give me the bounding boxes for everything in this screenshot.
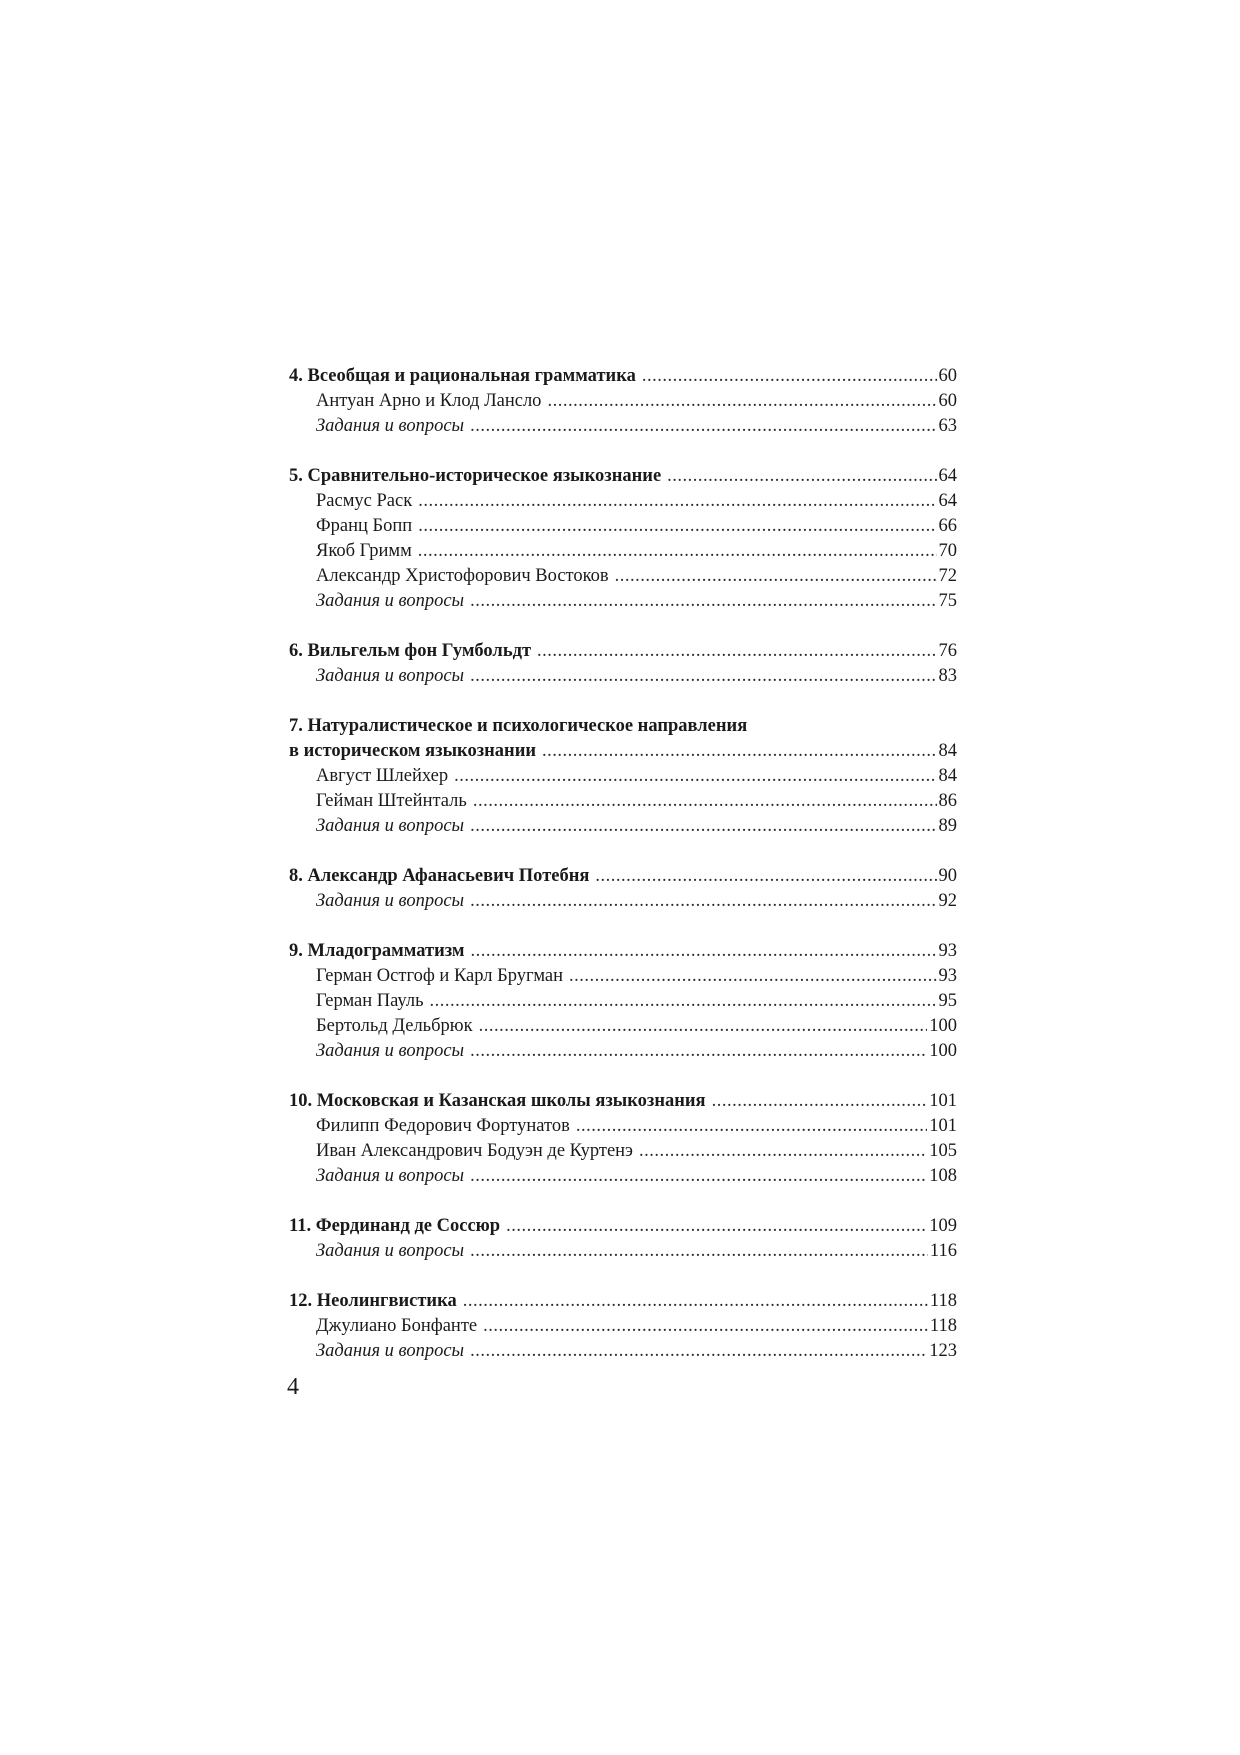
toc-section [289, 1289, 957, 1364]
section-heading[interactable] [289, 364, 957, 389]
dot-leader [547, 389, 936, 414]
entry-title: Александр Христофорович Востоков [316, 566, 609, 586]
entry-title: Август Шлейхер [316, 766, 449, 786]
toc-entry-exercises[interactable] [289, 1039, 957, 1064]
toc-entry[interactable] [289, 489, 957, 514]
dot-leader [479, 1014, 928, 1039]
toc-section [289, 639, 957, 689]
dot-leader [470, 1339, 927, 1364]
section-heading[interactable] [289, 939, 957, 964]
entry-title: Задания и вопросы [316, 1241, 465, 1261]
toc-entry[interactable] [289, 514, 957, 539]
page-ref: 116 [929, 1241, 957, 1261]
toc-entry[interactable] [289, 764, 957, 789]
table-of-contents [289, 364, 957, 1389]
dot-leader [473, 789, 937, 814]
dot-leader [542, 739, 936, 764]
toc-entry[interactable] [289, 539, 957, 564]
page-ref: 118 [929, 1316, 957, 1336]
section-title: 5. Сравнительно-историческое языкознание [289, 466, 662, 486]
toc-section [289, 1214, 957, 1264]
dot-leader [470, 889, 936, 914]
dot-leader [483, 1314, 928, 1339]
page-ref: 92 [938, 891, 957, 911]
entry-title: Бертольд Дельбрюк [316, 1016, 473, 1036]
page-ref: 70 [938, 541, 957, 561]
entry-title: Герман Пауль [316, 991, 424, 1011]
toc-entry-exercises[interactable] [289, 814, 957, 839]
toc-entry[interactable] [289, 964, 957, 989]
page-ref: 75 [938, 591, 957, 611]
page-ref: 64 [938, 491, 957, 511]
page-number: 4 [287, 1374, 299, 1400]
entry-title: Задания и вопросы [316, 816, 465, 836]
section-heading[interactable] [289, 639, 957, 664]
dot-leader [642, 364, 937, 389]
toc-entry-exercises[interactable] [289, 414, 957, 439]
toc-entry[interactable] [289, 1014, 957, 1039]
toc-section [289, 714, 957, 839]
toc-entry[interactable] [289, 389, 957, 414]
entry-title: Задания и вопросы [316, 1041, 465, 1061]
dot-leader [470, 814, 936, 839]
page-ref: 84 [938, 741, 957, 761]
entry-title: Задания и вопросы [316, 591, 465, 611]
toc-entry[interactable] [289, 564, 957, 589]
toc-entry[interactable] [289, 789, 957, 814]
dot-leader [576, 1114, 927, 1139]
section-title: 6. Вильгельм фон Гумбольдт [289, 641, 532, 661]
page-ref: 101 [929, 1116, 957, 1136]
entry-title: Расмус Раск [316, 491, 413, 511]
section-title: 9. Младограмматизм [289, 941, 465, 961]
section-title: 8. Александр Афанасьевич Потебня [289, 866, 590, 886]
page-ref: 101 [929, 1091, 957, 1111]
page-ref: 89 [938, 816, 957, 836]
dot-leader [471, 939, 937, 964]
toc-entry[interactable] [289, 1314, 957, 1339]
toc-section [289, 939, 957, 1064]
dot-leader [418, 539, 937, 564]
toc-section [289, 1089, 957, 1189]
dot-leader [506, 1214, 927, 1239]
entry-title: Гейман Штейнталь [316, 791, 467, 811]
dot-leader [712, 1089, 928, 1114]
toc-entry[interactable] [289, 989, 957, 1014]
page-ref: 84 [938, 766, 957, 786]
dot-leader [430, 989, 937, 1014]
entry-title: Иван Александрович Бодуэн де Куртенэ [316, 1141, 634, 1161]
section-heading[interactable] [289, 864, 957, 889]
page-ref: 108 [929, 1166, 957, 1186]
entry-title: Задания и вопросы [316, 891, 465, 911]
section-heading[interactable] [289, 1089, 957, 1114]
entry-title: Задания и вопросы [316, 416, 465, 436]
section-heading[interactable] [289, 464, 957, 489]
entry-title: Задания и вопросы [316, 1341, 465, 1361]
toc-entry-exercises[interactable] [289, 664, 957, 689]
dot-leader [667, 464, 936, 489]
entry-title: Задания и вопросы [316, 666, 465, 686]
page-ref: 93 [938, 941, 957, 961]
page-ref: 100 [929, 1016, 957, 1036]
toc-entry-exercises[interactable] [289, 1164, 957, 1189]
section-heading[interactable] [289, 1214, 957, 1239]
dot-leader [454, 764, 936, 789]
page-ref: 118 [929, 1291, 957, 1311]
entry-title: Якоб Гримм [316, 541, 412, 561]
section-title: 11. Фердинанд де Соссюр [289, 1216, 501, 1236]
dot-leader [569, 964, 936, 989]
page-ref: 100 [929, 1041, 957, 1061]
section-title: в историческом языкознании [289, 741, 537, 761]
toc-entry-exercises[interactable] [289, 1239, 957, 1264]
dot-leader [639, 1139, 927, 1164]
page-ref: 95 [938, 991, 957, 1011]
page-ref: 105 [929, 1141, 957, 1161]
page-ref: 63 [938, 416, 957, 436]
dot-leader [595, 864, 936, 889]
page-ref: 76 [938, 641, 957, 661]
page-ref: 83 [938, 666, 957, 686]
dot-leader [537, 639, 936, 664]
page-ref: 123 [929, 1341, 957, 1361]
page-ref: 60 [938, 391, 957, 411]
page-ref: 93 [938, 966, 957, 986]
toc-entry-exercises[interactable] [289, 589, 957, 614]
dot-leader [470, 1164, 927, 1189]
entry-title: Джулиано Бонфанте [316, 1316, 478, 1336]
page-ref: 64 [938, 466, 957, 486]
toc-section [289, 364, 957, 439]
page-ref: 66 [938, 516, 957, 536]
dot-leader [470, 1039, 927, 1064]
entry-title: Герман Остгоф и Карл Бругман [316, 966, 564, 986]
toc-entry[interactable] [289, 1114, 957, 1139]
entry-title: Франц Бопп [316, 516, 413, 536]
entry-title: Филипп Федорович Фортунатов [316, 1116, 570, 1136]
entry-title: Задания и вопросы [316, 1166, 465, 1186]
dot-leader [470, 414, 936, 439]
section-title: 4. Всеобщая и рациональная грамматика [289, 366, 636, 386]
dot-leader [470, 589, 936, 614]
section-heading-line: 7. Натуралистическое и психологическое направления [289, 716, 748, 736]
dot-leader [615, 564, 937, 589]
page-ref: 109 [929, 1216, 957, 1236]
toc-section [289, 864, 957, 914]
toc-entry[interactable] [289, 1139, 957, 1164]
section-title: 12. Неолингвистика [289, 1291, 457, 1311]
page-ref: 60 [938, 366, 957, 386]
section-heading[interactable] [289, 1289, 957, 1314]
toc-entry-exercises[interactable] [289, 889, 957, 914]
page-ref: 72 [938, 566, 957, 586]
dot-leader [470, 1239, 928, 1264]
dot-leader [418, 489, 936, 514]
entry-title: Антуан Арно и Клод Лансло [316, 391, 542, 411]
dot-leader [470, 664, 936, 689]
page-ref: 86 [938, 791, 957, 811]
section-heading[interactable] [289, 739, 957, 764]
dot-leader [463, 1289, 928, 1314]
section-title: 10. Московская и Казанская школы языкознания [289, 1091, 706, 1111]
page-ref: 90 [938, 866, 957, 886]
toc-entry-exercises[interactable] [289, 1339, 957, 1364]
toc-section [289, 464, 957, 614]
dot-leader [418, 514, 936, 539]
